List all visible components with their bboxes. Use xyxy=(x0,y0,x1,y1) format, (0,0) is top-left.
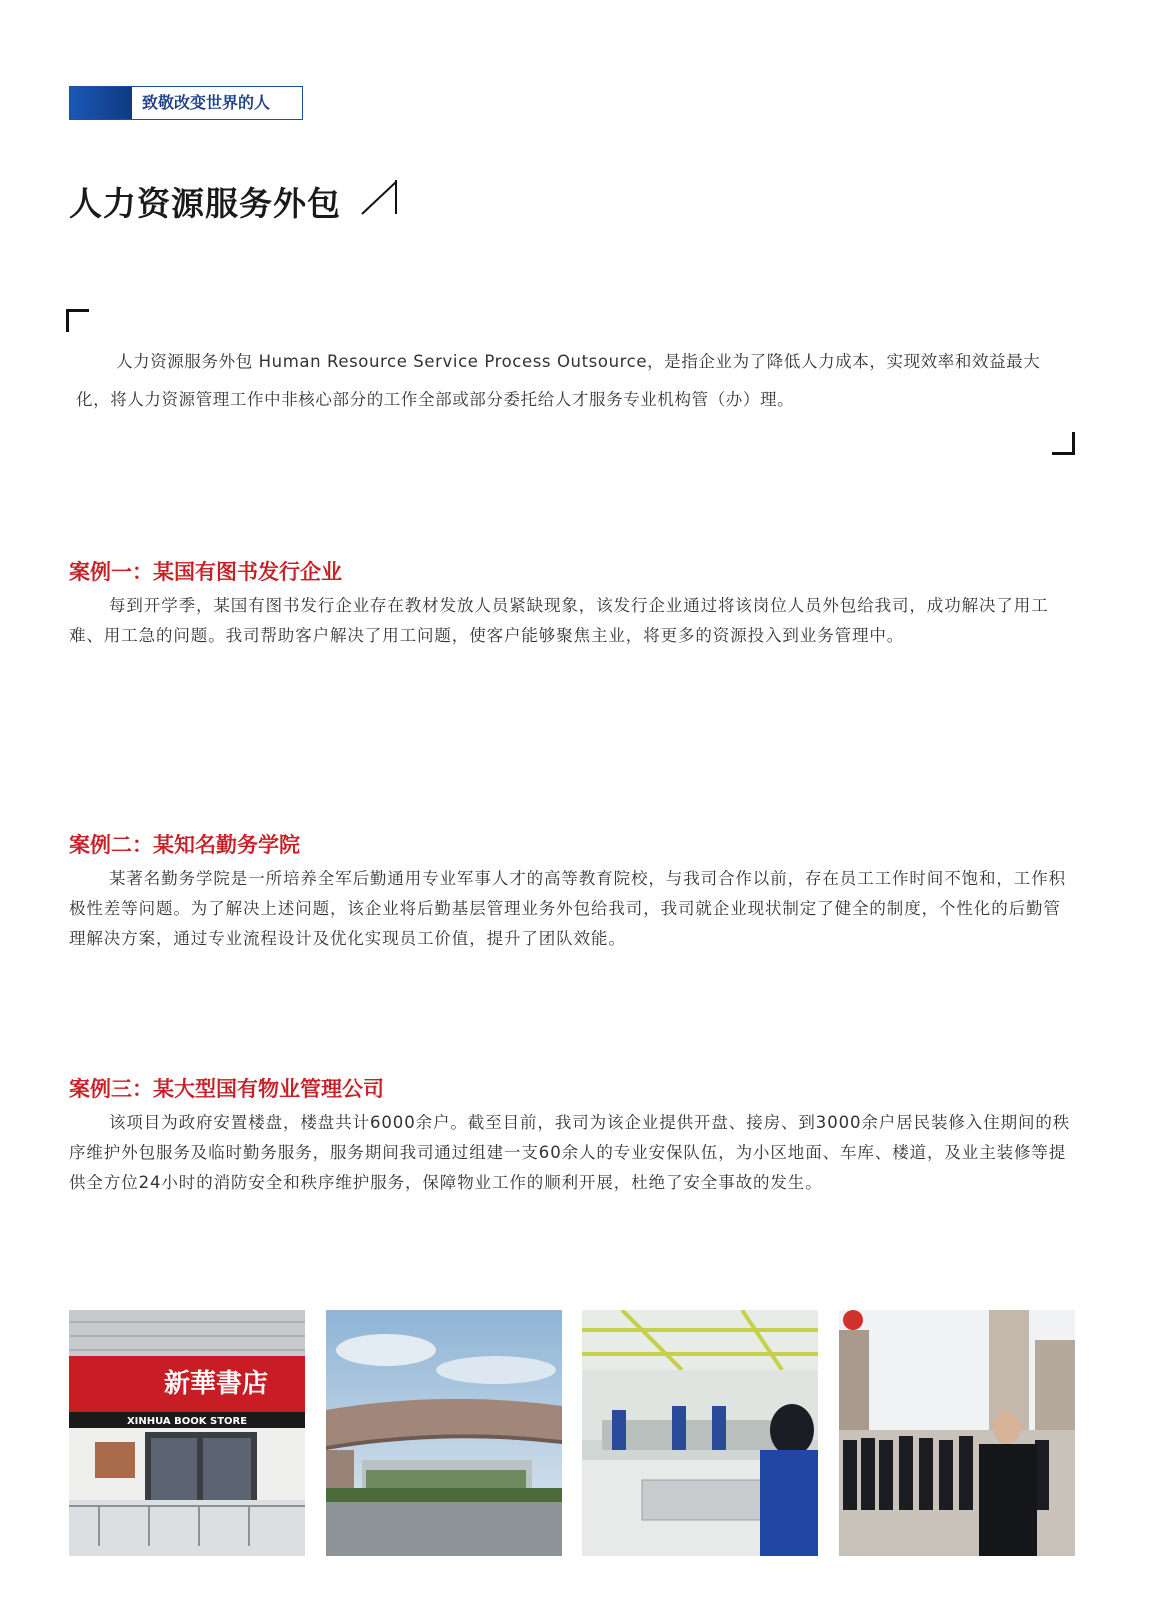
quote-bracket-close xyxy=(1052,432,1075,455)
photo-workshop xyxy=(582,1310,818,1556)
case-2-title: 案例二：某知名勤务学院 xyxy=(69,833,300,857)
case-2-body: 某著名勤务学院是一所培养全军后勤通用专业军事人才的高等教育院校，与我司合作以前，存在员工工作时间不饱和，工作积极性差等问题。为了解决上述问题，该企业将后勤基层管理业务外包给我司，我司就企业现状制定了健全的制度，个性化的后勤管理解决方案，通过专业流程设计及优化实现员工价值，提升了团队效能。 xyxy=(69,869,1066,948)
arrow-up-right-icon xyxy=(360,178,404,218)
quote-bracket-open xyxy=(66,309,89,332)
photo-bookstore xyxy=(69,1310,305,1556)
case-3-title: 案例三：某大型国有物业管理公司 xyxy=(69,1077,384,1101)
header-badge-accent xyxy=(70,87,132,119)
bookstore-sign: 新華書店 xyxy=(164,1369,269,1399)
header-badge-text: 致敬改变世界的人 xyxy=(142,93,271,112)
photo-security-team xyxy=(839,1310,1075,1556)
photo-academy-gate xyxy=(326,1310,562,1556)
header-badge xyxy=(69,86,303,120)
intro-paragraph: 人力资源服务外包 Human Resource Service Process Outsource，是指企业为了降低人力成本，实现效率和效益最大化，将人力资源管理工作中非核心部分的工作全部或部分委托给人才服务专业机构管（办）理。 xyxy=(76,352,1041,409)
case-3-body: 该项目为政府安置楼盘，楼盘共计6000余户。截至目前，我司为该企业提供开盘、接房、到3000余户居民装修入住期间的秩序维护外包服务及临时勤务服务，服务期间我司通过组建一支60余人的专业安保队伍，为小区地面、车库、楼道，及业主装修等提供全方位24小时的消防安全和秩序维护服务，保障物业工作的顺利开展，杜绝了安全事故的发生。 xyxy=(69,1113,1071,1192)
case-1-title: 案例一：某国有图书发行企业 xyxy=(69,560,342,584)
page-title: 人力资源服务外包 xyxy=(69,184,341,223)
case-1-body: 每到开学季，某国有图书发行企业存在教材发放人员紧缺现象，该发行企业通过将该岗位人员外包给我司，成功解决了用工难、用工急的问题。我司帮助客户解决了用工问题，使客户能够聚焦主业，将更多的资源投入到业务管理中。 xyxy=(69,596,1049,645)
bookstore-sign-en: XINHUA BOOK STORE xyxy=(126,1416,248,1427)
